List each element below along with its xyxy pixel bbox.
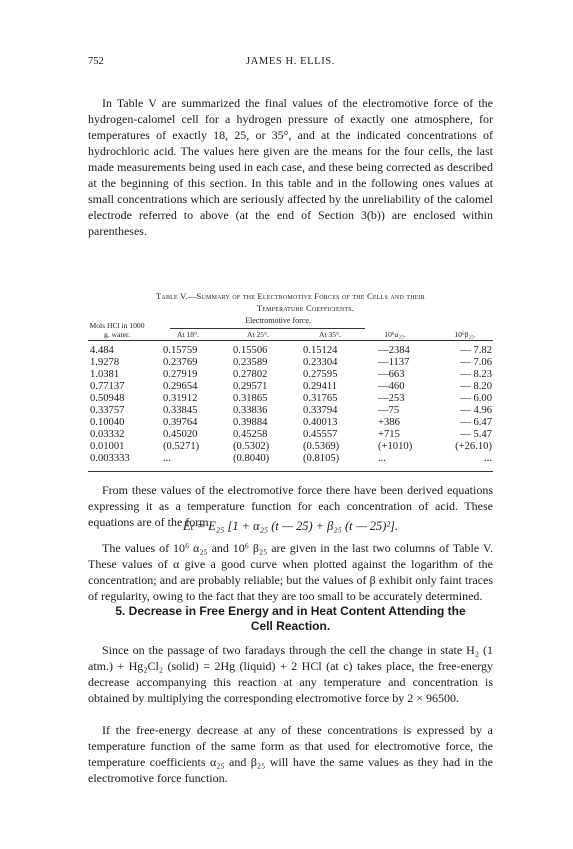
table-row [0,393,573,405]
page-number: 752 [88,56,104,67]
cell-emf-35: 0.45557 [303,429,338,440]
cell-concentration: 0.50948 [90,393,125,404]
cell-alpha: —253 [378,393,405,404]
section-heading-line-1: 5. Decrease in Free Energy and in Heat Content Attending the [115,604,466,618]
equation-text: Eₜ = E₂₅ [1 + α₂₅ (t — 25) + β₂₅ (t — 25)²]. [183,519,398,533]
table-row [0,453,573,465]
cell-emf-25: 0.27802 [233,369,268,380]
equation [88,518,493,534]
cell-emf-25: (0.8040) [233,453,270,464]
cell-emf-35: 0.29411 [303,381,338,392]
table-row [0,429,573,441]
cell-concentration: 0.77137 [90,381,125,392]
cell-emf-18: 0.39764 [163,417,198,428]
cell-concentration: 0.10040 [90,417,125,428]
table-caption [88,290,493,314]
cell-emf-18: ... [163,453,171,464]
cell-emf-18: 0.29654 [163,381,198,392]
cell-emf-35: 0.15124 [303,345,338,356]
col-header-25: At 25°. [246,330,270,339]
table-row [0,417,573,429]
cell-emf-25: (0.5302) [233,441,270,452]
cell-emf-18: 0.45020 [163,429,198,440]
cell-alpha: —2384 [378,345,410,356]
cell-beta: — 5.47 [460,429,492,440]
table-row [0,405,573,417]
table-row [0,441,573,453]
running-head: JAMES H. ELLIS. [246,56,335,67]
section-heading [88,604,493,634]
cell-emf-25: 0.29571 [233,381,268,392]
cell-concentration: 0.01001 [90,441,125,452]
cell-beta: — 4.96 [460,405,492,416]
cell-beta: — 6.00 [460,393,492,404]
cell-beta: — 6.47 [460,417,492,428]
cell-alpha: (+1010) [378,441,413,452]
table-row [0,357,573,369]
col-header-concentration: Mols HCl in 1000 g. water. [89,321,145,339]
cell-concentration: 0.33757 [90,405,125,416]
cell-emf-35: 0.40013 [303,417,338,428]
cell-concentration: 0.03332 [90,429,125,440]
paragraph-coefficients: The values of 10⁶ α₂₅ and 10⁶ β₂₅ are given in the last two columns of Table V. These values of α give a good curve when plotted against the logarithm of the concentration; and are probably reliable; but the values of β exhibit only faint traces of regularity, owing to the fact that they are too small to be accurately determined. [88,541,493,603]
cell-emf-18: 0.15759 [163,345,198,356]
cell-beta: — 8.20 [460,381,492,392]
cell-emf-35: (0.5369) [303,441,340,452]
cell-alpha: —460 [378,381,405,392]
table-caption-line-2: Temperature Coefficients. [256,303,355,313]
cell-beta: — 8.23 [460,369,492,380]
cell-emf-35: 0.27595 [303,369,338,380]
cell-alpha: —663 [378,369,405,380]
col-header-alpha: 10⁶α₂₅. [384,330,406,339]
cell-emf-18: 0.31912 [163,393,198,404]
cell-alpha: +386 [378,417,400,428]
table-row [0,381,573,393]
cell-beta: ... [484,453,492,464]
cell-emf-25: 0.45258 [233,429,268,440]
cell-alpha: ... [378,453,386,464]
page-header [88,56,493,70]
table-row [0,369,573,381]
cell-emf-35: 0.23304 [303,357,338,368]
paragraph-temperature-function: If the free-energy decrease at any of these concentrations is expressed by a temperature function of the same form as that used for electromotive force, the temperature coefficients α₂₅ and β₂₅ will have the same values as they had in the electromotive force function. [88,723,493,785]
paragraph-free-energy: Since on the passage of two faradays through the cell the change in state H₂ (1 atm.) + Hg₂Cl₂ (solid) = 2Hg (liquid) + 2 HCl (at c) takes place, the free-energy decrease accompanying this reaction at any temperature and concentration is obtained by multiplying the corresponding electromotive force by 2 × 96500. [88,643,493,705]
col-header-35: At 35°. [318,330,342,339]
intro-paragraph: In Table V are summarized the final values of the electromotive force of the hydrogen-calomel cell for a hydrogen pressure of exactly one atmosphere, for temperatures of exactly 18, 25, or 35°, and at the indicated concentrations of hydrochloric acid. The values here given are the means for the four cells, the last made measurements being used in each case, and these being corrected as described at the beginning of this section. In this table and in the following ones values at small concentrations which are seriously affected by the unreliability of the calomel electrode referred to above (at the end of Section 3(b)) are enclosed within parentheses. [88,96,493,238]
cell-beta: (+26.10) [455,441,492,452]
table-header-rule [88,340,493,341]
cell-emf-25: 0.15506 [233,345,268,356]
cell-alpha: —1137 [378,357,410,368]
cell-concentration: 0.003333 [90,453,130,464]
cell-beta: — 7.82 [460,345,492,356]
cell-emf-18: 0.27919 [163,369,198,380]
cell-concentration: 1.0381 [90,369,120,380]
col-header-beta: 10⁶β₂₅. [454,330,476,339]
col-header-18: At 18°. [176,330,200,339]
section-heading-line-2: Cell Reaction. [250,619,331,633]
cell-emf-18: 0.23769 [163,357,198,368]
cell-alpha: —75 [378,405,400,416]
table-bottom-rule [88,471,493,472]
cell-emf-18: 0.33845 [163,405,198,416]
cell-alpha: +715 [378,429,400,440]
cell-emf-25: 0.39884 [233,417,268,428]
table-row [0,345,573,357]
cell-concentration: 1.9278 [90,357,120,368]
cell-beta: — 7.06 [460,357,492,368]
cell-emf-25: 0.31865 [233,393,268,404]
cell-concentration: 4.484 [90,345,114,356]
cell-emf-25: 0.33836 [233,405,268,416]
cell-emf-35: 0.33794 [303,405,338,416]
cell-emf-25: 0.23589 [233,357,268,368]
cell-emf-18: (0.5271) [163,441,200,452]
cell-emf-35: (0.8105) [303,453,340,464]
cell-emf-35: 0.31765 [303,393,338,404]
paragraph-equation-intro: From these values of the electromotive force there have been derived equations expressing it as a temperature function for each concentration of acid. These equations are of the form [88,483,493,529]
group-header-rule [170,328,365,329]
table-caption-line-1: Table V.—Summary of the Electromotive Forces of the Cells and their [155,291,426,301]
emf-group-label: Electromotive force. [245,316,311,325]
